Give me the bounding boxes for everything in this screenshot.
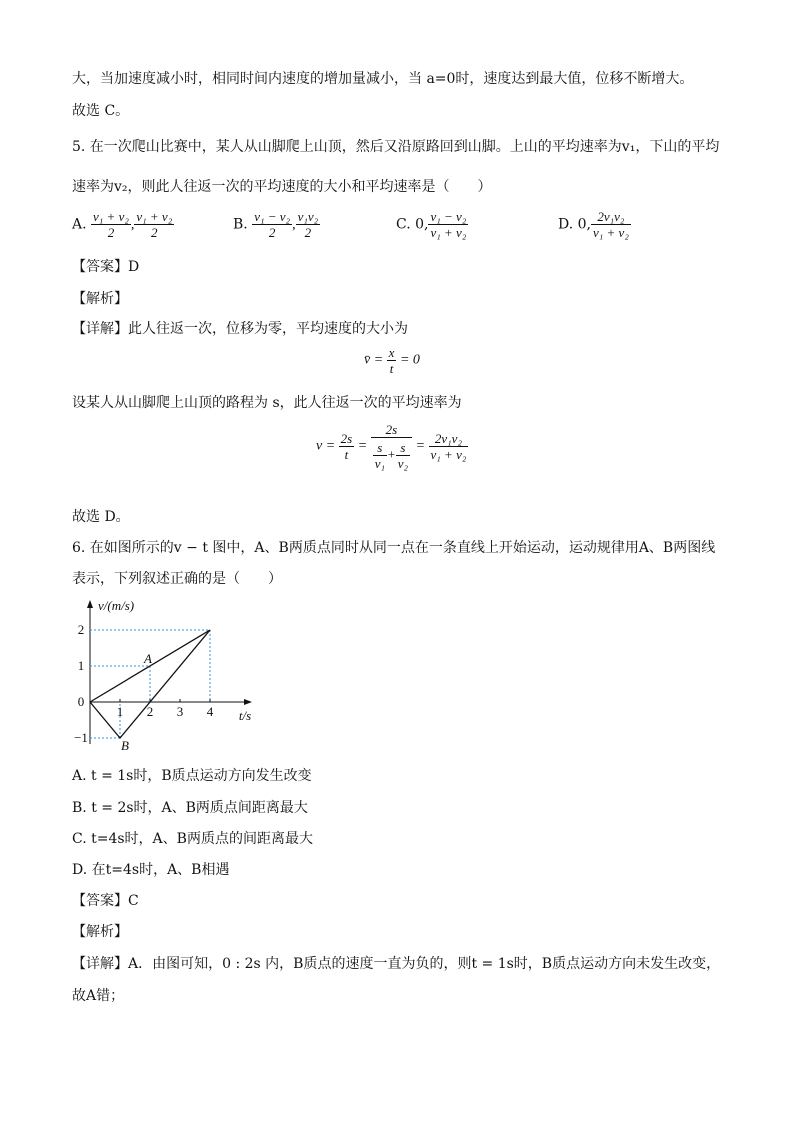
q5-option-b-frac2: $\frac{\text{v₁v₂}}{2}$ <box>297 209 319 240</box>
q5-option-c <box>396 209 468 240</box>
y-tick-label: −1 <box>74 730 88 745</box>
series-label-A: A <box>144 651 152 666</box>
x-tick-label: 2 <box>146 704 154 719</box>
q5-stem-line1: 5. 在一次爬山比赛中，某人从山脚爬上山顶，然后又沿原路回到山脚。上山的平均速率为v₁，下山的平均 <box>72 139 720 155</box>
y-tick-label: 1 <box>77 658 85 673</box>
eq2-lhs: v = <box>316 438 336 454</box>
q6-analysis-tag: 【解析】 <box>72 924 128 940</box>
eq2-frac2: 2s $\frac{s}{\text{v₁}}$ + $\frac{s}{\text{v₂}}$ <box>371 422 412 471</box>
q6-answer <box>72 890 139 910</box>
paragraph-prev-analysis: 大，当加速度减小时，相同时间内速度的增加量减小，当 a=0时，速度达到最大值，位移不断增大。 <box>72 71 694 87</box>
q5-option-b-label: B. <box>233 216 248 233</box>
q6-detail-line2: 故A错； <box>72 988 125 1004</box>
eq2-sub-frac1: $\frac{s}{\text{v₁}}$ <box>374 440 385 471</box>
q6-option-a: A. t = 1s时，B质点运动方向发生改变 <box>72 768 312 784</box>
q5-option-d-frac: $\frac{\text{2v₁v₂}}{\text{v₁ + v₂}}$ <box>593 209 629 240</box>
x-axis-arrow <box>244 699 252 705</box>
q5-stem-line2: 速率为v₂，则此人往返一次的平均速度的大小和平均速率是（ ） <box>72 179 492 195</box>
q5-option-d <box>558 209 631 240</box>
series-label-B: B <box>121 738 129 753</box>
q5-option-c-prefix: 0, <box>415 216 429 233</box>
q6-answer-value: C <box>128 893 139 909</box>
x-tick-label: 1 <box>116 704 124 719</box>
q5-answer-value: D <box>128 259 140 275</box>
q5-option-b-frac1: $\frac{\text{v₁ − v₂}}{2}$ <box>254 209 291 240</box>
q5-option-a-frac2: $\frac{\text{v₁ + v₂}}{2}$ <box>136 209 173 240</box>
q5-option-a-label: A. <box>72 216 87 233</box>
eq2-equals-2: = <box>415 438 426 454</box>
q6-detail-line1: 【详解】A．由图可知，0 : 2s 内，B质点的速度一直为负的，则t = 1s时，B质点运动方向未发生改变， <box>72 956 721 972</box>
q5-answer-tag: 【答案】 <box>72 259 128 275</box>
eq2-frac1: $\frac{2s}{t}$ <box>340 431 353 462</box>
q6-stem-line1: 6. 在如图所示的v − t 图中，A、B两质点同时从同一点在一条直线上开始运动，运动规律用A、B两图线 <box>72 540 716 556</box>
q5-option-c-frac: $\frac{\text{v₁ − v₂}}{\text{v₁ + v₂}}$ <box>430 209 467 240</box>
q5-equation-1 <box>364 345 420 376</box>
q6-option-c: C. t=4s时，A、B两质点的间距离最大 <box>72 831 313 847</box>
q6-answer-tag: 【答案】 <box>72 893 128 909</box>
eq2-equals-1: = <box>357 438 368 454</box>
y-tick-label: 2 <box>77 622 85 637</box>
q5-equation-2 <box>316 422 468 471</box>
vt-graph <box>70 594 270 754</box>
y-tick-label: 0 <box>77 694 85 709</box>
q5-conclusion: 故选 D。 <box>72 509 130 525</box>
x-tick-label: 3 <box>176 704 184 719</box>
y-axis-label: v/(m/s) <box>98 598 135 613</box>
eq1-rhs: = 0 <box>399 352 420 368</box>
prev-conclusion: 故选 C。 <box>72 103 130 119</box>
q5-analysis-tag: 【解析】 <box>72 291 128 307</box>
q5-option-b: B. $\frac{\text{v₁ − v₂}}{2}$ , $\frac{\text{v₁v₂}}{2}$ <box>233 209 319 240</box>
eq1-frac: $\frac{x}{t}$ <box>388 345 395 376</box>
q5-option-d-label: D. <box>558 216 574 233</box>
q5-option-a: A. $\frac{\text{v₁ + v₂}}{2}$ , $\frac{\text{v₁ + v₂}}{2}$ <box>72 209 173 240</box>
y-axis-arrow <box>87 600 93 608</box>
q5-answer <box>72 256 139 276</box>
x-tick-label: 4 <box>206 704 214 719</box>
q6-option-b: B. t = 2s时，A、B两质点间距离最大 <box>72 800 308 816</box>
eq2-frac3: $\frac{\text{2v₁v₂}}{\text{v₁ + v₂}}$ <box>430 431 467 462</box>
q5-detail-line2: 设某人从山脚爬上山顶的路程为 s，此人往返一次的平均速率为 <box>72 395 462 411</box>
q6-stem-line2: 表示，下列叙述正确的是（ ） <box>72 571 282 587</box>
q5-detail-line1: 【详解】此人往返一次，位移为零，平均速度的大小为 <box>72 321 408 337</box>
q5-option-d-prefix: 0, <box>577 216 591 233</box>
eq2-sub-frac2: $\frac{s}{\text{v₂}}$ <box>397 440 409 471</box>
eq1-lhs: v̄ = <box>364 352 384 368</box>
q5-option-a-frac1: $\frac{\text{v₁ + v₂}}{2}$ <box>93 209 129 240</box>
x-axis-label: t/s <box>238 708 252 723</box>
q6-option-d: D. 在t=4s时，A、B相遇 <box>72 862 230 878</box>
q5-option-c-label: C. <box>396 216 411 233</box>
